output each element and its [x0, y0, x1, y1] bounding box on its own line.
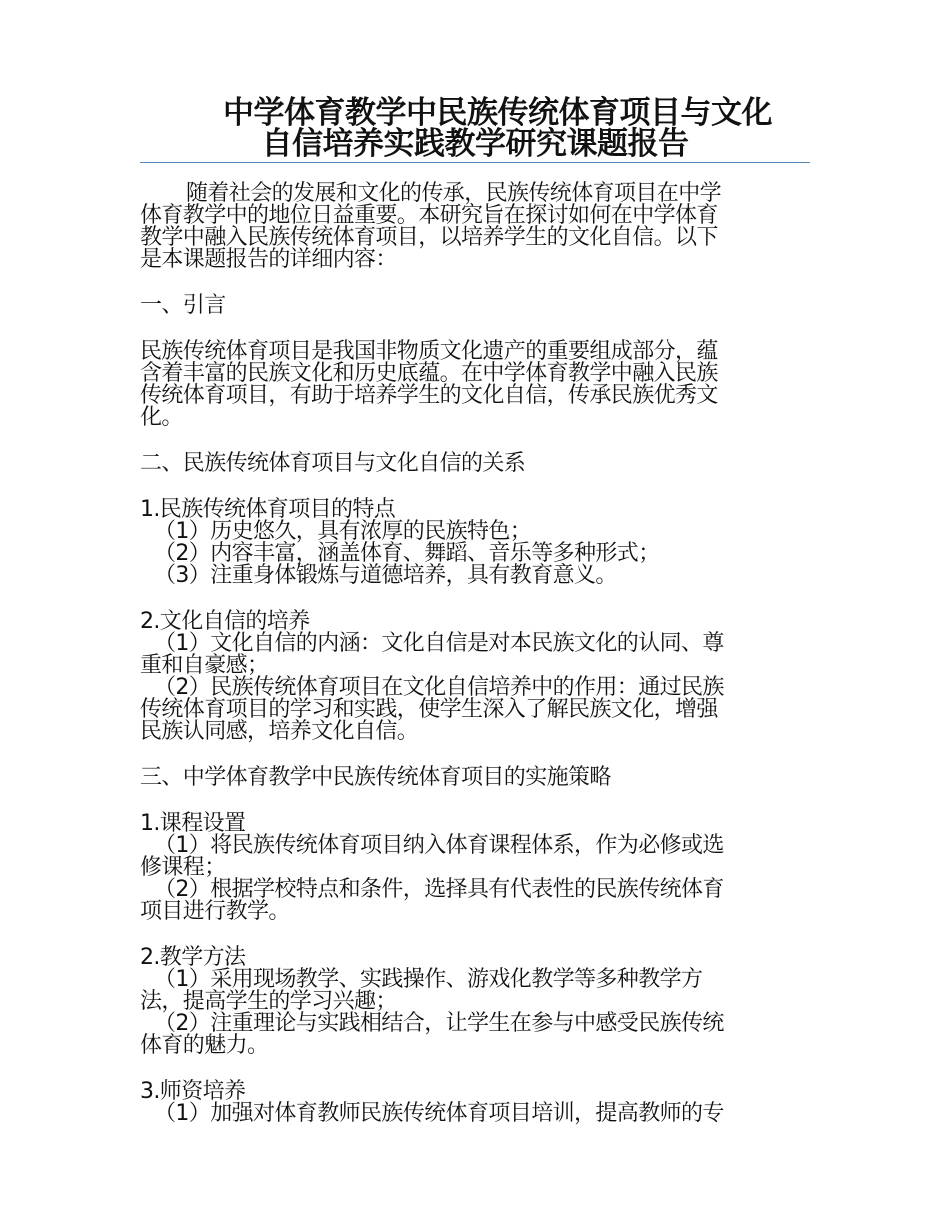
section-2-heading: 二、民族传统体育项目与文化自信的关系 — [140, 451, 526, 476]
list-item: （1）历史悠久，具有浓厚的民族特色； — [154, 519, 532, 544]
subsection-heading: 2.教学方法 — [140, 945, 246, 970]
intro-line: 教学中融入民族传统体育项目，以培养学生的文化自信。以下 — [140, 225, 718, 250]
subsection-heading: 2.文化自信的培养 — [140, 609, 310, 634]
title-line-2: 自信培养实践教学研究课题报告 — [261, 126, 689, 162]
intro-line: 是本课题报告的详细内容： — [140, 247, 397, 272]
list-line: 法，提高学生的学习兴趣； — [140, 989, 397, 1014]
list-line: 民族认同感，培养文化自信。 — [140, 719, 419, 744]
section-3-heading: 三、中学体育教学中民族传统体育项目的实施策略 — [140, 765, 611, 790]
intro-paragraph — [140, 183, 812, 271]
list-line: 重和自豪感； — [140, 653, 269, 678]
intro-line: 随着社会的发展和文化的传承，民族传统体育项目在中学 — [186, 181, 722, 206]
paragraph-line: 含着丰富的民族文化和历史底蕴。在中学体育教学中融入民族 — [140, 361, 718, 386]
list-line: 项目进行教学。 — [140, 899, 290, 924]
subsection-heading: 3.师资培养 — [140, 1079, 246, 1104]
subsection-heading: 1.课程设置 — [140, 811, 246, 836]
list-line: 体育的魅力。 — [140, 1033, 269, 1058]
list-line: （2）注重理论与实践相结合，让学生在参与中感受民族传统 — [154, 1011, 724, 1036]
list-line: （1）文化自信的内涵：文化自信是对本民族文化的认同、尊 — [154, 631, 724, 656]
intro-line: 体育教学中的地位日益重要。本研究旨在探讨如何在中学体育 — [140, 203, 718, 228]
list-line: （1）采用现场教学、实践操作、游戏化教学等多种教学方 — [154, 967, 703, 992]
paragraph-line: 化。 — [140, 405, 183, 430]
list-line: （1）将民族传统体育项目纳入体育课程体系，作为必修或选 — [154, 833, 724, 858]
list-line: （2）民族传统体育项目在文化自信培养中的作用：通过民族 — [154, 675, 724, 700]
section-1-heading: 一、引言 — [140, 293, 226, 318]
report-title — [140, 95, 810, 163]
list-item: （3）注重身体锻炼与道德培养，具有教育意义。 — [154, 563, 617, 588]
list-line: 传统体育项目的学习和实践，使学生深入了解民族文化，增强 — [140, 697, 718, 722]
report-body — [140, 183, 812, 1125]
list-line: （1）加强对体育教师民族传统体育项目培训，提高教师的专 — [154, 1101, 724, 1126]
title-line-1: 中学体育教学中民族传统体育项目与文化 — [223, 95, 772, 131]
section-1-paragraph — [140, 341, 812, 429]
subsection-heading: 1.民族传统体育项目的特点 — [140, 497, 396, 522]
list-item: （2）内容丰富，涵盖体育、舞蹈、音乐等多种形式； — [154, 541, 660, 566]
list-line: （2）根据学校特点和条件，选择具有代表性的民族传统体育 — [154, 877, 724, 902]
paragraph-line: 民族传统体育项目是我国非物质文化遗产的重要组成部分，蕴 — [140, 339, 718, 364]
list-line: 修课程； — [140, 855, 226, 880]
paragraph-line: 传统体育项目，有助于培养学生的文化自信，传承民族优秀文 — [140, 383, 718, 408]
